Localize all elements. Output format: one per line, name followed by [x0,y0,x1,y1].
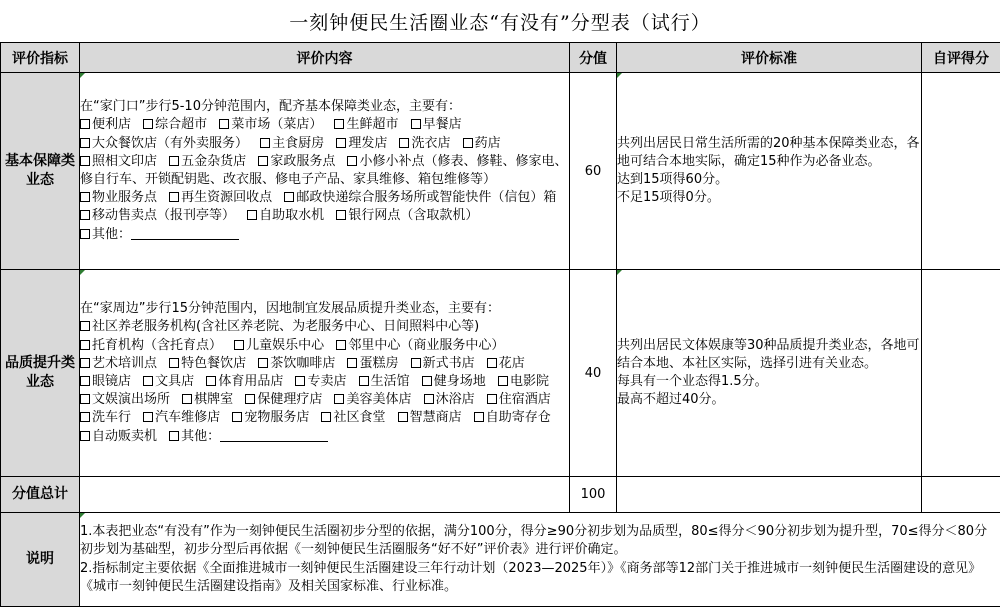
basic-option-label: 生鲜超市 [346,117,399,133]
checkbox[interactable] [347,156,357,166]
total-label: 分值总计 [1,477,80,513]
basic-option-label: 大众餐饮店（有外卖服务） [92,135,249,151]
quality-option-label: 生活馆 [370,374,410,389]
basic-option [463,136,501,151]
quality-option [80,429,157,444]
basic-content [80,73,570,270]
total-standard-cell [617,477,922,513]
header-self-score: 自评得分 [922,43,1000,73]
quality-option [169,356,246,371]
checkbox[interactable] [219,119,229,129]
basic-option-label: 其他： [92,226,132,242]
quality-option [232,410,309,425]
basic-option-label: 物业服务点 [92,190,158,206]
quality-option [487,356,525,371]
checkbox[interactable] [260,138,270,148]
quality-standard-line: 最高不超过40分。 [617,392,725,408]
basic-option [80,227,239,242]
checkbox[interactable] [359,376,369,386]
quality-option [474,410,551,425]
basic-option [411,117,462,132]
basic-option-label: 银行网点（含取款机） [348,208,479,224]
quality-option [336,338,504,353]
basic-option [284,190,556,205]
basic-option [334,117,398,132]
checkbox[interactable] [143,119,153,129]
basic-standard [617,73,922,270]
checkbox[interactable] [80,431,90,441]
checkbox[interactable] [487,358,497,368]
checkbox[interactable] [80,376,90,386]
quality-option [80,356,157,371]
notes-content [80,513,1000,607]
basic-option [80,117,131,132]
quality-option [347,356,398,371]
total-content-cell [80,477,570,513]
checkbox[interactable] [80,412,90,422]
checkbox[interactable] [424,394,434,404]
quality-option-label: 智慧商店 [409,410,462,426]
quality-option [258,356,335,371]
basic-score: 60 [570,73,617,270]
basic-standard-line: 不足15项得0分。 [617,190,720,206]
checkbox[interactable] [336,340,346,350]
basic-option [80,136,248,151]
quality-option-label: 自助寄存仓 [485,410,551,426]
basic-option-label: 菜市场（菜店） [231,117,323,133]
basic-option [169,190,272,205]
note-item: 1.本表把业态“有没有”作为一刻钟便民生活圈初步分型的依据，满分100分，得分≥90分初步划为品质型，80≤得分＜90分初步划为提升型，70≤得分＜80分初步划为基础型，初步分型后再依据《一刻钟便民生活圈服务“好不好”评价表》进行评价确定。 [80,524,988,558]
basic-option-label: 理发店 [348,135,388,151]
quality-option [80,410,131,425]
quality-option [234,338,324,353]
quality-option-label: 茶饮咖啡店 [270,355,336,371]
basic-option [80,208,235,223]
basic-option [247,208,324,223]
checkbox[interactable] [169,358,179,368]
checkbox[interactable] [334,119,344,129]
quality-option-label: 蛋糕房 [359,355,399,371]
checkbox[interactable] [334,394,344,404]
quality-indicator: 品质提升类业态 [1,270,80,477]
quality-option [487,392,551,407]
basic-options [80,116,569,243]
table-title: 一刻钟便民生活圈业态“有没有”分型表（试行） [289,11,711,34]
quality-option [143,374,194,389]
quality-option [334,392,411,407]
checkbox[interactable] [284,192,294,202]
checkbox[interactable] [399,138,409,148]
basic-option [260,136,324,151]
note-item: 2.指标制定主要依据《全面推进城市一刻钟便民生活圈建设三年行动计划（2023—2025年）》《商务部等12部门关于推进城市一刻钟便民生活圈建设的意见》《城市一刻钟便民生活圈建设指南》及相关国家标准、行业标准。 [80,560,982,594]
quality-option [143,410,220,425]
basic-option [169,154,246,169]
checkbox[interactable] [398,412,408,422]
quality-option-label: 电影院 [509,374,549,389]
checkbox[interactable] [411,358,421,368]
quality-option [498,374,549,389]
checkbox[interactable] [347,358,357,368]
checkbox[interactable] [80,210,90,220]
checkbox[interactable] [206,376,216,386]
basic-option-label: 移动售卖点（报刊亭等） [92,208,236,224]
checkbox[interactable] [474,412,484,422]
quality-option-label: 托育机构（含托育点） [92,337,223,353]
basic-other-blank[interactable] [131,228,239,240]
basic-option-label: 综合超市 [155,117,208,133]
checkbox[interactable] [182,394,192,404]
checkbox[interactable] [245,394,255,404]
quality-option-label: 社区养老服务机构(含社区养老院、为老服务中心、日间照料中心等) [92,319,480,335]
basic-option [219,117,322,132]
basic-option [143,117,207,132]
basic-intro: 在“家门口”步行5-10分钟范围内，配齐基本保障类业态，主要有： [80,99,461,115]
checkbox[interactable] [80,358,90,368]
checkbox[interactable] [80,394,90,404]
checkbox[interactable] [336,210,346,220]
quality-option-label: 文具店 [155,374,195,389]
basic-option-label: 药店 [474,135,501,151]
basic-option [80,154,157,169]
quality-option [206,374,283,389]
quality-option [80,338,222,353]
quality-option-label: 艺术培训点 [92,355,158,371]
checkbox[interactable] [247,210,257,220]
quality-option-label: 儿童娱乐中心 [246,337,325,353]
quality-option-label: 沐浴店 [435,392,475,408]
quality-option [411,356,475,371]
basic-option [258,154,335,169]
quality-option-label: 新式书店 [422,355,475,371]
header-standard: 评价标准 [617,43,922,73]
basic-option-label: 再生资源回收点 [181,190,273,206]
basic-option-label: 便利店 [92,117,132,133]
checkbox[interactable] [321,412,331,422]
quality-option [80,374,131,389]
basic-option-label: 五金杂货店 [181,153,247,169]
checkbox[interactable] [80,192,90,202]
basic-self-score-cell[interactable] [922,73,1000,270]
checkbox[interactable] [80,229,90,239]
quality-option-label: 洗车行 [92,410,132,426]
quality-option-label: 宠物服务店 [244,410,310,426]
basic-option [336,208,478,223]
checkbox[interactable] [234,340,244,350]
checkbox[interactable] [258,358,268,368]
basic-option-label: 主食厨房 [272,135,325,151]
checkbox[interactable] [143,412,153,422]
quality-option [182,392,233,407]
checkbox[interactable] [169,431,179,441]
checkbox[interactable] [80,156,90,166]
quality-score: 40 [570,270,617,477]
checkbox[interactable] [169,192,179,202]
quality-option-label: 社区食堂 [333,410,386,426]
quality-option-label: 保健理疗店 [257,392,323,408]
quality-option [80,392,170,407]
total-self-score-cell[interactable] [922,477,1000,513]
total-score: 100 [570,477,617,513]
quality-standard [617,270,922,477]
basic-option-label: 家政服务点 [270,153,336,169]
quality-option-label: 自动贩卖机 [92,428,158,444]
header-content: 评价内容 [80,43,570,73]
header-indicator: 评价指标 [1,43,80,73]
basic-option-label: 小修小补点（修表、修鞋、修家电、修自行车、开锁配钥匙、改衣服、修电子产品、家具维修、箱包维修等） [80,153,568,187]
basic-option-label: 洗衣店 [411,135,451,151]
quality-standard-line: 共列出居民文体娱康等30种品质提升类业态，各地可结合本地、本社区实际，选择引进有关业态。 [617,337,920,371]
basic-option-label: 邮政快递综合服务场所或智能快件（信包）箱 [296,190,557,206]
quality-option-label: 体育用品店 [218,374,284,389]
notes-label: 说明 [1,513,80,607]
checkbox[interactable] [169,156,179,166]
quality-option [424,392,475,407]
basic-option-label: 早餐店 [422,117,462,133]
checkbox[interactable] [80,321,90,331]
checkbox[interactable] [498,376,508,386]
checkbox[interactable] [336,138,346,148]
checkbox[interactable] [143,376,153,386]
quality-option-label: 眼镜店 [92,374,132,389]
quality-option-label: 汽车维修店 [155,410,221,426]
quality-option [169,429,328,444]
quality-option-label: 健身场地 [433,374,486,389]
checkbox[interactable] [422,376,432,386]
basic-option [336,136,387,151]
quality-content [80,270,570,477]
quality-option-label: 文娱演出场所 [92,392,171,408]
checkbox[interactable] [487,394,497,404]
quality-options [80,318,569,445]
quality-option-label: 专卖店 [307,374,347,389]
checkbox[interactable] [258,156,268,166]
basic-option-label: 照相文印店 [92,153,158,169]
quality-option-label: 住宿酒店 [498,392,551,408]
checkbox[interactable] [80,340,90,350]
quality-option-label: 美容美体店 [346,392,412,408]
checkbox[interactable] [463,138,473,148]
quality-standard-line: 每具有一个业态得1.5分。 [617,374,768,389]
checkbox[interactable] [80,119,90,129]
checkbox[interactable] [232,412,242,422]
basic-standard-line: 共列出居民日常生活所需的20种基本保障类业态，各地可结合本地实际，确定15种作为必备业态。 [617,135,920,169]
quality-option [398,410,462,425]
quality-option-label: 特色餐饮店 [181,355,247,371]
quality-option [295,374,346,389]
quality-option-label: 邻里中心（商业服务中心） [348,337,505,353]
quality-option [422,374,486,389]
quality-option [80,319,479,334]
quality-option-label: 花店 [498,355,525,371]
basic-standard-line: 达到15项得60分。 [617,172,729,187]
header-score: 分值 [570,43,617,73]
checkbox[interactable] [80,138,90,148]
quality-option-label: 其他： [181,428,221,444]
checkbox[interactable] [295,376,305,386]
quality-intro: 在“家周边”步行15分钟范围内，因地制宜发展品质提升类业态，主要有： [80,301,501,317]
quality-option-label: 棋牌室 [194,392,234,408]
basic-indicator: 基本保障类业态 [1,73,80,270]
quality-option [321,410,385,425]
quality-self-score-cell[interactable] [922,270,1000,477]
basic-option [80,190,157,205]
quality-option [245,392,322,407]
checkbox[interactable] [411,119,421,129]
basic-option [399,136,450,151]
classification-table [0,42,1000,607]
basic-option-label: 自助取水机 [259,208,325,224]
quality-option [359,374,410,389]
quality-other-blank[interactable] [220,430,328,442]
